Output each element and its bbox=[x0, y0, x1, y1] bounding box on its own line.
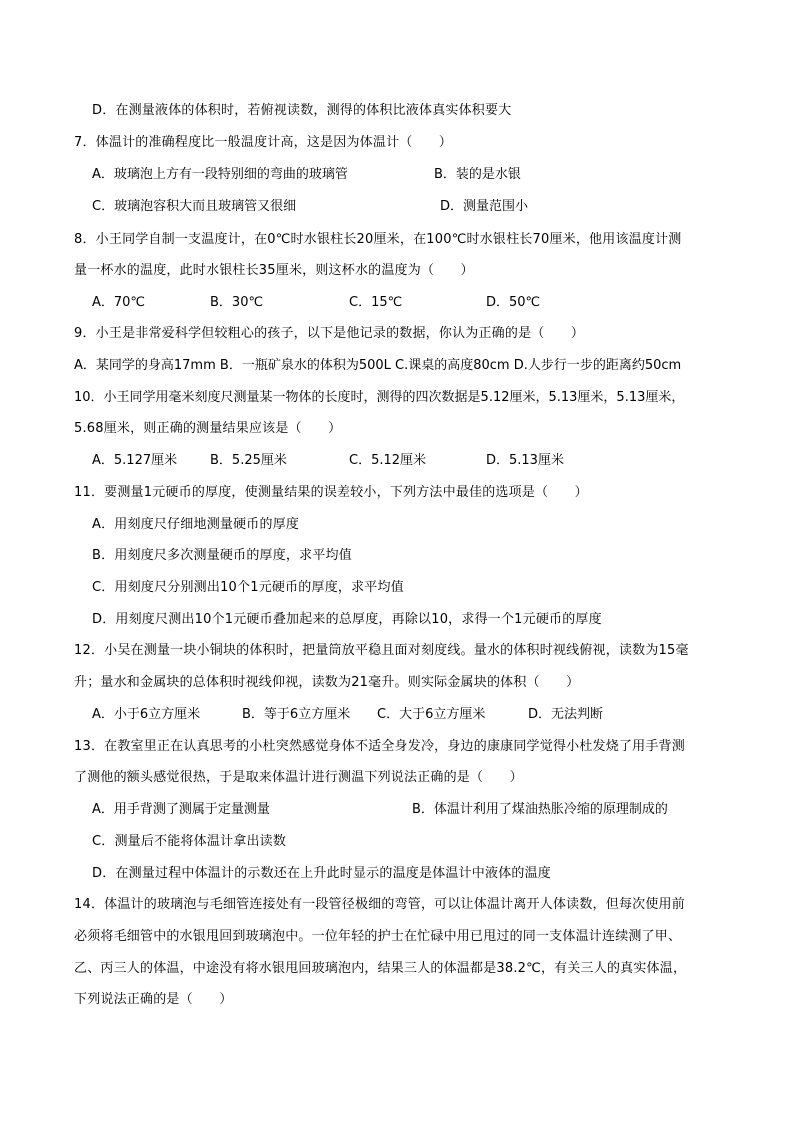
q12-option-d: D．无法判断 bbox=[528, 707, 604, 722]
question-13-line-1: 13．在教室里正在认真思考的小杜突然感觉身体不适全身发冷，身边的康康同学觉得小杜发烧了用手背测 bbox=[74, 739, 685, 754]
question-14-line-2: 必须将毛细管中的水银甩回到玻璃泡中。一位年轻的护士在忙碌中用已甩过的同一支体温计连续测了甲、 bbox=[74, 929, 682, 944]
question-10-line-1: 10．小王同学用毫米刻度尺测量某一物体的长度时，测得的四次数据是5.12厘米，5.13厘米，5.13厘米， bbox=[74, 390, 685, 405]
question-10-line-2: 5.68厘米，则正确的测量结果应该是（ ） bbox=[74, 421, 342, 436]
q12-option-c: C．大于6立方厘米 bbox=[377, 707, 486, 722]
question-13-line-2: 了测他的额头感觉很热，于是取来体温计进行测温下列说法正确的是（ ） bbox=[74, 770, 523, 785]
q7-option-d: D．测量范围小 bbox=[440, 199, 529, 214]
q6-option-d: D．在测量液体的体积时，若俯视读数，测得的体积比液体真实体积要大 bbox=[92, 103, 512, 118]
q11-option-a: A．用刻度尺仔细地测量硬币的厚度 bbox=[92, 517, 300, 532]
q8-option-c: C．15℃ bbox=[349, 295, 403, 310]
q7-option-a: A．玻璃泡上方有一段特别细的弯曲的玻璃管 bbox=[92, 167, 348, 182]
q11-option-b: B．用刻度尺多次测量硬币的厚度，求平均值 bbox=[92, 548, 352, 563]
question-14-line-4: 下列说法正确的是（ ） bbox=[74, 992, 233, 1007]
q13-option-d: D．在测量过程中体温计的示数还在上升此时显示的温度是体温计中液体的温度 bbox=[92, 866, 552, 881]
q10-option-c: C．5.12厘米 bbox=[349, 453, 427, 468]
q12-option-a: A．小于6立方厘米 bbox=[92, 707, 201, 722]
q8-option-a: A．70℃ bbox=[92, 295, 146, 310]
question-8-line-2: 量一杯水的温度，此时水银柱长35厘米，则这杯水的温度为（ ） bbox=[74, 263, 474, 278]
question-11: 11．要测量1元硬币的厚度，使测量结果的误差较小，下列方法中最佳的选项是（ ） bbox=[74, 485, 588, 500]
q10-option-a: A．5.127厘米 bbox=[92, 453, 178, 468]
question-12-line-1: 12．小吴在测量一块小铜块的体积时，把量筒放平稳且面对刻度线。量水的体积时视线俯视，读数为15毫 bbox=[74, 643, 689, 658]
question-14-line-1: 14．体温计的玻璃泡与毛细管连接处有一段管径极细的弯管，可以让体温计离开人体读数，但每次使用前 bbox=[74, 897, 685, 912]
question-8-line-1: 8．小王同学自制一支温度计，在0℃时水银柱长20厘米，在100℃时水银柱长70厘米，他用该温度计测 bbox=[74, 232, 682, 247]
question-12-line-2: 升；量水和金属块的总体积时视线仰视，读数为21毫升。则实际金属块的体积（ ） bbox=[74, 675, 580, 690]
q10-option-b: B．5.25厘米 bbox=[210, 453, 287, 468]
q11-option-d: D．用刻度尺测出10个1元硬币叠加起来的总厚度，再除以10，求得一个1元硬币的厚度 bbox=[92, 612, 602, 627]
q11-option-c: C．用刻度尺分别测出10个1元硬币的厚度，求平均值 bbox=[92, 580, 404, 595]
q8-option-b: B．30℃ bbox=[210, 295, 264, 310]
q7-option-c: C．玻璃泡容积大而且玻璃管又很细 bbox=[92, 199, 297, 214]
q8-option-d: D．50℃ bbox=[486, 295, 541, 310]
question-14-line-3: 乙、丙三人的体温，中途没有将水银甩回玻璃泡内，结果三人的体温都是38.2℃，有关三人的真实体温， bbox=[74, 961, 687, 976]
question-9: 9．小王是非常爱科学但较粗心的孩子，以下是他记录的数据，你认为正确的是（ ） bbox=[74, 326, 585, 341]
q13-option-c: C．测量后不能将体温计拿出读数 bbox=[92, 834, 287, 849]
q9-options: A．某同学的身高17mm B．一瓶矿泉水的体积为500L C.课桌的高度80cm D.人步行一步的距离约50cm bbox=[74, 358, 682, 373]
question-7: 7．体温计的准确程度比一般温度计高，这是因为体温计（ ） bbox=[74, 135, 453, 150]
q10-option-d: D．5.13厘米 bbox=[486, 453, 564, 468]
q7-option-b: B．装的是水银 bbox=[434, 167, 521, 182]
q13-option-b: B．体温计利用了煤油热胀冷缩的原理制成的 bbox=[412, 802, 668, 817]
q12-option-b: B．等于6立方厘米 bbox=[242, 707, 351, 722]
q13-option-a: A．用手背测了测属于定量测量 bbox=[92, 802, 270, 817]
